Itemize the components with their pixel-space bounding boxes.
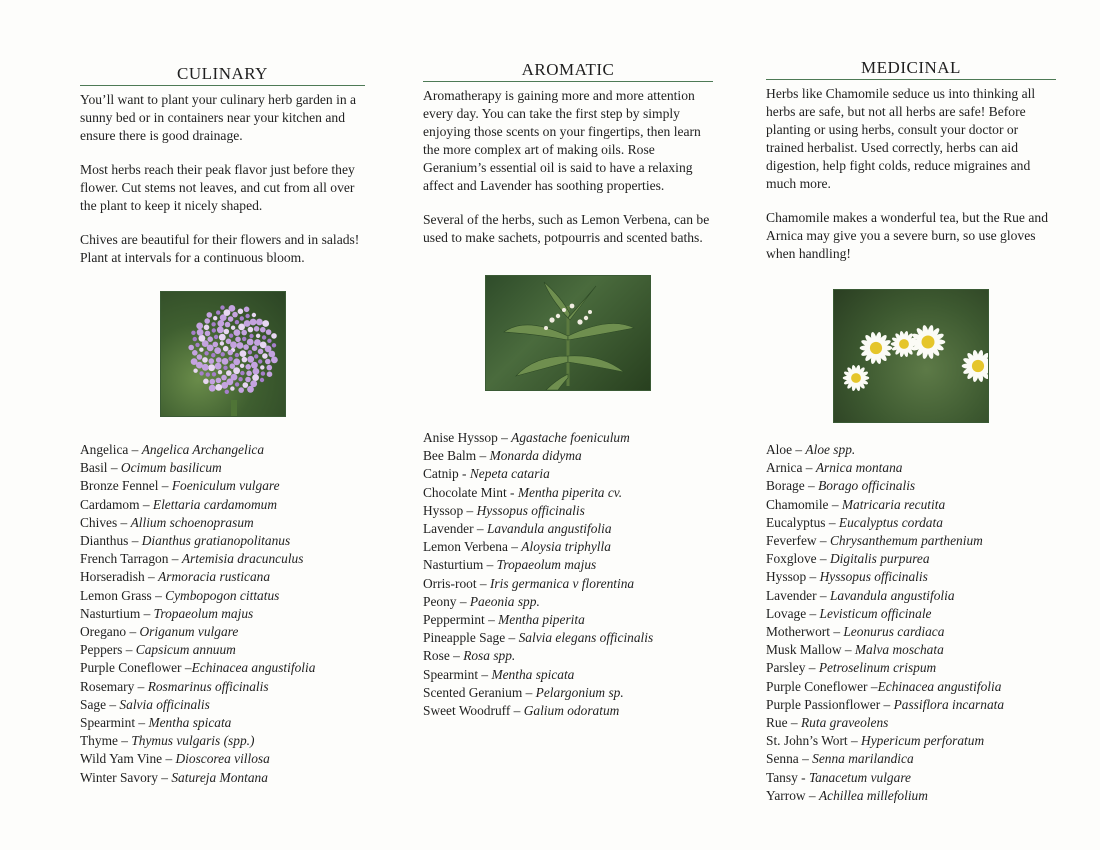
herb-latin-name: Mentha piperita cv. [517,484,623,500]
herb-latin-name: Salvia elegans officinalis [518,630,654,646]
herb-common-name: Eucalyptus – [766,514,839,530]
herb-latin-name: Matricaria recutita [841,496,946,512]
herb-list-item [766,550,1056,568]
herb-list-item [766,514,1056,532]
herb-latin-name: Rosmarinus officinalis [147,678,269,694]
herb-common-name: Peppers – [80,642,136,658]
herb-latin-name: Echinacea angustifolia [191,660,316,676]
herb-latin-name: Levisticum officinale [819,605,932,621]
herb-list-item [766,787,1056,805]
herb-common-name: Pineapple Sage – [423,630,519,646]
herb-list-item [766,605,1056,623]
herb-common-name: Hyssop – [766,569,820,585]
herb-latin-name: Eucalyptus cordata [838,514,943,530]
herb-list-item [80,641,365,659]
herb-common-name: Musk Mallow – [766,642,855,658]
culinary-paragraph: You’ll want to plant your culinary herb garden in a sunny bed or in containers near your kitchen and ensure there is good drainage. [80,92,357,143]
herb-list-item [80,532,365,550]
herb-list-item [423,684,713,702]
herb-common-name: Borage – [766,478,819,494]
herb-latin-name: Armoracia rusticana [158,569,271,585]
herb-list-item [423,556,713,574]
medicinal-paragraph: Chamomile makes a wonderful tea, but the Rue and Arnica may give you a severe burn, so use gloves when handling! [766,210,1048,261]
herb-latin-name: Aloe spp. [805,442,856,457]
herb-latin-name: Pelargonium sp. [535,684,624,700]
herb-latin-name: Salvia officinalis [119,696,210,712]
herb-list-item [80,550,365,568]
medicinal-herb-list [766,441,1056,805]
herb-list-item [423,702,713,720]
herb-common-name: Chives – [80,514,131,530]
herb-latin-name: Iris germanica v florentina [489,575,635,591]
herb-latin-name: Mentha spicata [148,715,232,731]
chamomile-flower-illustration [834,290,988,422]
herb-common-name: Bee Balm – [423,448,490,464]
herb-latin-name: Ocimum basilicum [120,460,222,476]
herb-common-name: Cardamom – [80,496,153,512]
herb-common-name: Thyme – [80,733,132,749]
herb-common-name: Tansy - [766,769,809,785]
herb-common-name: St. John’s Wort – [766,733,862,749]
herb-latin-name: Hyssopus officinalis [476,502,585,518]
herb-list-item [766,696,1056,714]
herb-latin-name: Nepeta cataria [469,466,550,482]
culinary-heading: CULINARY [80,64,365,86]
herb-latin-name: Mentha spicata [491,666,575,682]
herb-latin-name: Tanacetum vulgare [808,769,911,785]
herb-latin-name: Passiflora incarnata [893,696,1005,712]
herb-latin-name: Monarda didyma [489,448,582,464]
herb-common-name: Lovage – [766,605,820,621]
herb-common-name: Bronze Fennel – [80,478,172,494]
herb-list-item [423,593,713,611]
herb-common-name: Purple Passionflower – [766,696,894,712]
herb-latin-name: Dianthus gratianopolitanus [141,533,291,549]
herb-common-name: Rosemary – [80,678,148,694]
herb-list-item [766,441,1056,459]
aromatic-heading: AROMATIC [423,60,713,82]
herb-latin-name: Hypericum perforatum [861,733,985,749]
herb-latin-name: Petroselinum crispum [818,660,937,676]
herb-latin-name: Ruta graveolens [800,715,889,731]
herb-latin-name: Agastache foeniculum [511,430,630,445]
herb-latin-name: Rosa spp. [463,648,516,664]
herb-list-item [80,496,365,514]
herb-list-item [80,750,365,768]
herb-common-name: Rose – [423,648,464,664]
herb-list-item [766,587,1056,605]
herb-latin-name: Artemisia dracunculus [181,551,304,567]
herb-list-item [80,477,365,495]
herb-common-name: French Tarragon – [80,551,182,567]
herb-list-item [80,732,365,750]
herb-common-name: Anise Hyssop – [423,430,512,445]
herb-latin-name: Foeniculum vulgare [171,478,280,494]
herb-common-name: Nasturtium – [80,605,154,621]
herb-list-item [423,647,713,665]
herb-latin-name: Allium schoenoprasum [130,514,254,530]
herb-common-name: Motherwort – [766,624,844,640]
herb-latin-name: Lavandula angustifolia [486,521,612,537]
herb-list-item [423,447,713,465]
herb-list-item [766,714,1056,732]
herb-list-item [423,611,713,629]
herb-latin-name: Hyssopus officinalis [819,569,928,585]
herb-common-name: Spearmint – [80,715,149,731]
herb-latin-name: Capsicum annuum [135,642,236,658]
herb-latin-name: Chrysanthemum parthenium [829,533,983,549]
herb-common-name: Purple Coneflower – [80,660,192,676]
herb-list-item [423,429,713,447]
herb-list-item [423,520,713,538]
herb-common-name: Rue – [766,715,801,731]
chamomile-flower-photo [833,289,989,423]
herb-list-item [80,659,365,677]
herb-latin-name: Senna marilandica [812,751,914,767]
herb-latin-name: Digitalis purpurea [829,551,930,567]
herb-common-name: Winter Savory – [80,769,172,785]
medicinal-paragraph: Herbs like Chamomile seduce us into thinking all herbs are safe, but not all herbs are safe! Before planting or using herbs, consult your doctor or trained herbalist. Used correctly, herbs can aid digestion, help fight colds, reduce migraines and much more. [766,86,1036,191]
herb-latin-name: Malva moschata [854,642,944,658]
medicinal-heading: MEDICINAL [766,58,1056,80]
herb-list-item [766,477,1056,495]
herb-common-name: Chamomile – [766,496,842,512]
herb-list-item [766,678,1056,696]
herb-latin-name: Borago officinalis [818,478,916,494]
herb-list-item [80,459,365,477]
herb-list-item [80,696,365,714]
herb-common-name: Spearmint – [423,666,492,682]
herb-latin-name: Echinacea angustifolia [877,678,1002,694]
herb-list-item [80,714,365,732]
herb-list-item [766,732,1056,750]
herb-list-item [80,623,365,641]
herb-common-name: Yarrow – [766,787,819,803]
herb-common-name: Lemon Verbena – [423,539,522,555]
herb-common-name: Basil – [80,460,121,476]
culinary-column [80,64,365,787]
herb-list-item [766,641,1056,659]
herb-list-item [423,465,713,483]
herb-common-name: Wild Yam Vine – [80,751,176,767]
herb-common-name: Feverfew – [766,533,830,549]
herb-common-name: Angelica – [80,442,142,457]
herb-list-item [80,514,365,532]
allium-flower-photo [160,291,286,417]
herb-list-item [80,605,365,623]
herb-list-item [766,459,1056,477]
herb-common-name: Purple Coneflower – [766,678,878,694]
medicinal-column [766,58,1056,805]
allium-flower-illustration [161,292,285,416]
herb-latin-name: Tropaeolum majus [496,557,597,573]
herb-list-item [80,568,365,586]
herb-common-name: Chocolate Mint - [423,484,518,500]
herb-list-item [766,568,1056,586]
herb-common-name: Oregano – [80,624,140,640]
herb-common-name: Parsley – [766,660,819,676]
herb-common-name: Scented Geranium – [423,684,536,700]
herb-common-name: Peony – [423,593,470,609]
herb-latin-name: Thymus vulgaris (spp.) [131,733,255,749]
herb-latin-name: Lavandula angustifolia [829,587,955,603]
herb-list-item [423,629,713,647]
herb-common-name: Catnip - [423,466,470,482]
aromatic-paragraph: Several of the herbs, such as Lemon Verbena, can be used to make sachets, potpourris and scented baths. [423,212,710,245]
herb-latin-name: Leonurus cardiaca [843,624,945,640]
herb-latin-name: Achillea millefolium [818,787,928,803]
herb-common-name: Nasturtium – [423,557,497,573]
herb-latin-name: Arnica montana [815,460,903,476]
herb-latin-name: Tropaeolum majus [153,605,254,621]
herb-common-name: Senna – [766,751,813,767]
herb-list-item [80,587,365,605]
herb-list-item [80,678,365,696]
herb-latin-name: Galium odoratum [523,703,620,719]
herb-list-item [766,496,1056,514]
lemon-verbena-illustration [486,276,650,390]
herb-latin-name: Angelica Archangelica [141,442,265,457]
herb-common-name: Hyssop – [423,502,477,518]
herb-latin-name: Paeonia spp. [469,593,540,609]
herb-latin-name: Mentha piperita [498,612,585,628]
lemon-verbena-photo [485,275,651,391]
herb-latin-name: Elettaria cardamomum [152,496,277,512]
herb-list-item [80,769,365,787]
herb-list-item [423,666,713,684]
herb-common-name: Sweet Woodruff – [423,703,524,719]
herb-latin-name: Satureja Montana [171,769,268,785]
herb-list-item [423,575,713,593]
herb-common-name: Lavender – [423,521,487,537]
herb-list-item [766,769,1056,787]
aromatic-paragraph: Aromatherapy is gaining more and more attention every day. You can take the first step by simply enjoying those scents on your fingertips, then learn the more complex art of making oils. Rose Geranium’s essential oil is said to have a relaxing affect and Lavender has soothing properties. [423,88,701,193]
herb-latin-name: Aloysia triphylla [521,539,611,555]
herb-latin-name: Dioscorea villosa [175,751,270,767]
culinary-paragraph: Chives are beautiful for their flowers and in salads! Plant at intervals for a continuous bloom. [80,232,360,265]
herb-list-item [766,750,1056,768]
herb-common-name: Orris-root – [423,575,490,591]
herb-common-name: Sage – [80,696,120,712]
aromatic-herb-list [423,429,713,720]
herb-list-item [766,659,1056,677]
herb-list-item [80,441,365,459]
herb-latin-name: Cymbopogon cittatus [165,587,280,603]
herb-list-item [766,623,1056,641]
herb-common-name: Foxglove – [766,551,830,567]
herb-list-item [423,538,713,556]
herb-common-name: Lavender – [766,587,830,603]
aromatic-column [423,60,713,720]
culinary-herb-list [80,441,365,787]
herb-common-name: Dianthus – [80,533,142,549]
herb-common-name: Lemon Grass – [80,587,166,603]
herb-common-name: Aloe – [766,442,806,457]
herb-common-name: Peppermint – [423,612,499,628]
herb-common-name: Horseradish – [80,569,159,585]
herb-latin-name: Origanum vulgare [139,624,239,640]
herb-list-item [766,532,1056,550]
culinary-paragraph: Most herbs reach their peak flavor just before they flower. Cut stems not leaves, and cut from all over the plant to keep it nicely shaped. [80,162,355,213]
herb-list-item [423,502,713,520]
herb-list-item [423,484,713,502]
herb-common-name: Arnica – [766,460,816,476]
